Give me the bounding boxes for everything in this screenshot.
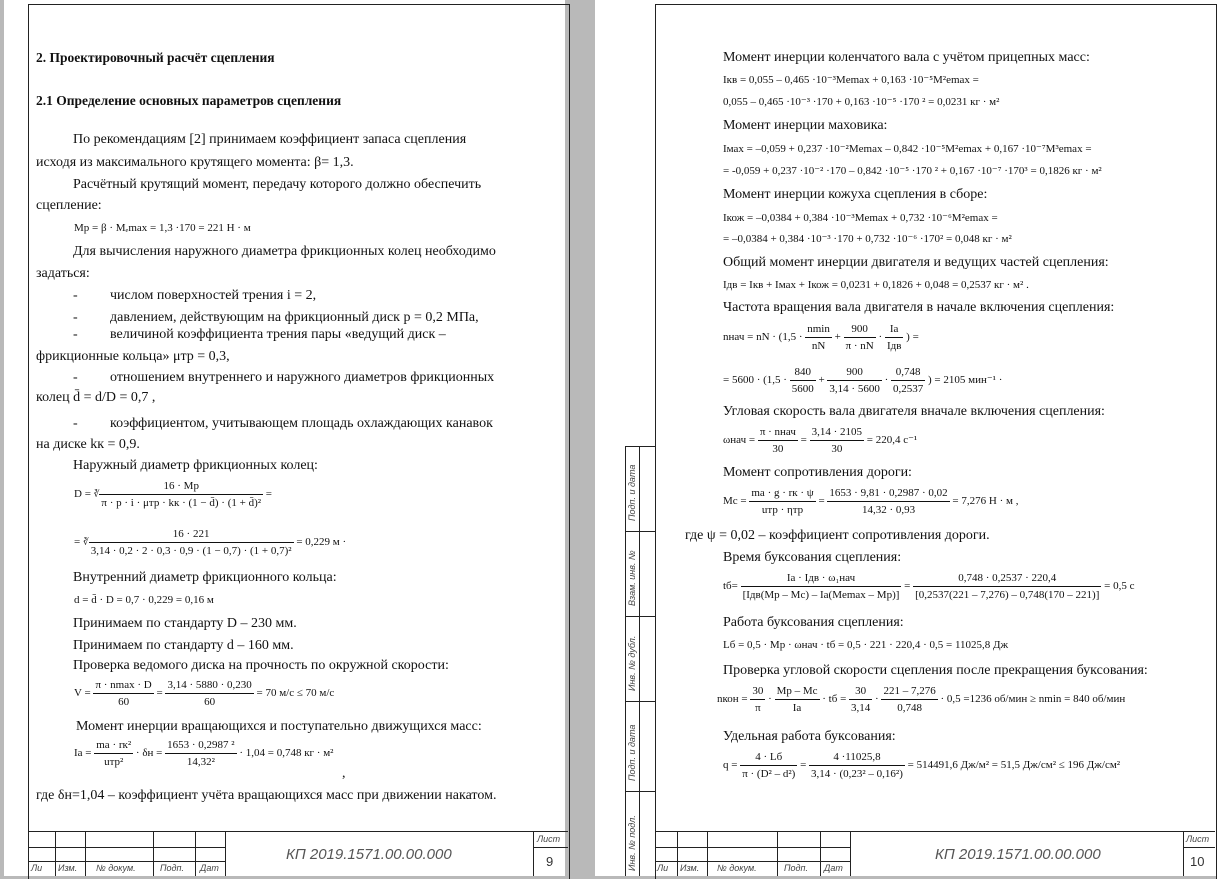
page-number: 10 [1190, 854, 1205, 869]
formula-housing-inertia: Iкож = –0,0384 + 0,384 ·10⁻³Mеmax + 0,732 ·10⁻⁶M²еmax = [723, 212, 998, 224]
formula-outer-diameter: D = ∛ 16 · Mр π · p · i · μтр · kк · (1 − d̄) · (1 + d̄)² = [74, 480, 273, 509]
formula-velocity: V = π · nmax · D 60 = $\frac{3,14 \cdot 5880 \cdot 0,230}{60}$ = 70 м/с ≤ 70 м/с [74, 679, 335, 708]
paragraph-line: Принимаем по стандарту d – 160 мм. [73, 638, 294, 653]
formula-slip-time: tб= Iа · Iдв · ω₁нач [Iдв(Mр – Mc) – Iа(Mеmax – Mр)] = $\frac{0,748 \cdot 0,2537 \cdot 220,4}{[0,2537(221 - 7,276) - 0,748(170 - 221)]}$ = 0,5 с [723, 572, 1135, 601]
subsection-heading: 2.1 Определение основных параметров сцепления [36, 93, 342, 108]
paragraph-line: Частота вращения вала двигателя в начале включения сцепления: [723, 300, 1115, 315]
strip-label: Инв. № подл. [627, 815, 637, 871]
col-label: Подп. [784, 863, 808, 873]
formula-flywheel-inertia: Iмах = –0,059 + 0,237 ·10⁻²Mеmax – 0,842 ·10⁻⁵M²еmax + 0,167 ·10⁻⁷M³еmax = [723, 143, 1092, 155]
paragraph-line: Принимаем по стандарту D – 230 мм. [73, 616, 297, 631]
formula-specific-work: q = 4 · Lб π · (D² – d²) = $\frac{4 \cdot 11025,8}{\text{3,14 · (0,23² – 0,16²)}}$ = 514491,6 Дж/м² = 51,5 Дж/см² ≤ 196 Дж/см² [723, 751, 1121, 780]
col-label: № докум. [96, 863, 136, 873]
list-dash: - [73, 327, 78, 342]
formula-angular-speed: ωнач = π · nнач 30 = $\frac{3,14 \cdot 2105}{30}$ = 220,4 с⁻¹ [723, 426, 918, 455]
page-number: 9 [546, 854, 554, 869]
sheet-label: Лист [1186, 834, 1210, 844]
formula-total-inertia: Iдв = Iкв + Iмах + Iкож = 0,0231 + 0,1826 + 0,048 = 0,2537 кг · м² . [723, 279, 1029, 291]
title-block [655, 831, 1215, 876]
paragraph-line: сцепление: [36, 198, 102, 213]
formula-end-speed: nкон = $\frac{30}{\pi}$ · Mр – Mc Iа · tб = $\frac{30}{3,14}$ · $\frac{221 - 7,276}{0,748}$ · 0,5 =1236 об/мин ≥ nmin = 840 об/мин [717, 685, 1126, 714]
formula-torque: Mр = β · Mₑmax = 1,3 ·170 = 221 Н · м [74, 222, 251, 234]
paragraph-line: Удельная работа буксования: [723, 729, 896, 744]
paragraph-line: Угловая скорость вала двигателя вначале включения сцепления: [723, 404, 1105, 419]
paragraph-line: задаться: [36, 266, 90, 281]
binding-strip [625, 446, 655, 876]
paragraph-line: Момент сопротивления дороги: [723, 465, 912, 480]
col-label: Изм. [680, 863, 700, 873]
col-label: Дат [824, 863, 843, 873]
list-item: фрикционные кольца» μтр = 0,3, [36, 349, 230, 364]
page-right [595, 0, 1217, 876]
formula-flywheel-inertia-values: = -0,059 + 0,237 ·10⁻² ·170 – 0,842 ·10⁻⁵ ·170 ² + 0,167 ·10⁻⁷ ·170³ = 0,1826 кг · м² [723, 165, 1102, 177]
col-label: Дат [200, 863, 219, 873]
formula-outer-diameter-values: = ∛ $\frac{16 \cdot 221}{\text{3,14 · 0,2 · 2 · 0,3 · 0,9 · (1 − 0,7) · (1 + 0,7)²}}$ = 0,229 м · [74, 528, 347, 557]
col-label: Изм. [58, 863, 78, 873]
formula-slip-work: Lб = 0,5 · Mр · ωнач · tб = 0,5 · 221 · 220,4 · 0,5 = 11025,8 Дж [723, 639, 1009, 651]
paragraph-line: Общий момент инерции двигателя и ведущих частей сцепления: [723, 255, 1109, 270]
list-item: отношением внутреннего и наружного диаметров фрикционных [110, 370, 495, 385]
col-label: Подп. [160, 863, 184, 873]
strip-label: Инв. № дубл. [627, 635, 637, 691]
paragraph-line: где ψ = 0,02 – коэффициент сопротивления дороги. [685, 528, 990, 543]
paragraph-line: исходя из максимального крутящего момента: β= 1,3. [36, 155, 354, 170]
paragraph-line: Проверка угловой скорости сцепления после прекращения буксования: [723, 663, 1148, 678]
paragraph-line: Внутренний диаметр фрикционного кольца: [73, 570, 337, 585]
formula-start-speed: nнач = nN · (1,5 · nmin nN + $\frac{900}{\pi \cdot nN}$ · Iа Iдв ) = [723, 323, 919, 352]
formula-inner-diameter: d = d̄ · D = 0,7 · 0,229 = 0,16 м [74, 594, 214, 606]
paragraph-line: где δн=1,04 – коэффициент учёта вращающихся масс при движении накатом. [36, 788, 497, 803]
paragraph-line: Момент инерции кожуха сцепления в сборе: [723, 187, 988, 202]
formula-crankshaft-inertia-values: 0,055 – 0,465 ·10⁻³ ·170 + 0,163 ·10⁻⁵ ·170 ² = 0,0231 кг · м² [723, 96, 1000, 108]
paragraph-line: Наружный диаметр фрикционных колец: [73, 458, 318, 473]
title-block [28, 831, 568, 876]
paragraph-line: Момент инерции вращающихся и поступательно движущихся масс: [76, 719, 482, 734]
punctuation: , [342, 766, 346, 781]
section-heading: 2. Проектировочный расчёт сцепления [36, 50, 275, 65]
list-item: на диске kк = 0,9. [36, 437, 140, 452]
document-code: КП 2019.1571.00.00.000 [935, 846, 1101, 863]
paragraph-line: По рекомендациям [2] принимаем коэффициент запаса сцепления [73, 132, 467, 147]
strip-label: Подп. и дата [627, 724, 637, 781]
paragraph-line: Момент инерции коленчатого вала с учётом прицепных масс: [723, 50, 1090, 65]
paragraph-line: Для вычисления наружного диаметра фрикционных колец необходимо [73, 244, 496, 259]
col-label: Ли [31, 863, 43, 873]
page-left [4, 0, 565, 876]
formula-start-speed-values: = 5600 · (1,5 · $\frac{840}{5600}$ + $\frac{900}{3,14 \cdot 5600}$ · $\frac{0,748}{0,2537}$ ) = 2105 мин⁻¹ · [723, 366, 1003, 395]
col-label: № докум. [717, 863, 757, 873]
document-code: КП 2019.1571.00.00.000 [286, 846, 452, 863]
paragraph-line: Проверка ведомого диска на прочность по окружной скорости: [73, 658, 449, 673]
list-item: коэффициентом, учитывающем площадь охлаждающих канавок [110, 416, 493, 431]
paragraph-line: Момент инерции маховика: [723, 118, 888, 133]
list-item: колец d̄ = d/D = 0,7 , [36, 390, 156, 405]
formula-inertia: Iа = mа · rк² uтр² · δн = $\frac{\text{1653 · 0,2987 ²}}{\text{14,32²}}$ · 1,04 = 0,748 кг · м² [74, 739, 334, 768]
strip-label: Взам. инв. № [627, 550, 637, 606]
list-item: числом поверхностей трения i = 2, [110, 288, 317, 303]
formula-crankshaft-inertia: Iкв = 0,055 – 0,465 ·10⁻³Mеmax + 0,163 ·10⁻⁵M²еmax = [723, 74, 979, 86]
strip-label: Подп. и дата [627, 464, 637, 521]
list-dash: - [73, 288, 78, 303]
list-dash: - [73, 310, 78, 325]
list-item: давлением, действующим на фрикционный диск p = 0,2 МПа, [110, 310, 479, 325]
paragraph-line: Время буксования сцепления: [723, 550, 902, 565]
list-dash: - [73, 416, 78, 431]
list-dash: - [73, 370, 78, 385]
formula-housing-inertia-values: = –0,0384 + 0,384 ·10⁻³ ·170 + 0,732 ·10⁻⁶ ·170² = 0,048 кг · м² [723, 233, 1012, 245]
list-item: величиной коэффициента трения пары «ведущий диск – [110, 327, 446, 342]
paragraph-line: Расчётный крутящий момент, передачу которого должно обеспечить [73, 177, 482, 192]
col-label: Ли [657, 863, 669, 873]
formula-road-resistance: Mc = mа · g · rк · ψ uтр · ηтр = $\frac{1653 \cdot 9,81 \cdot 0,2987 \cdot 0,02}{14,32 \cdot 0,93}$ = 7,276 Н · м , [723, 487, 1019, 516]
paragraph-line: Работа буксования сцепления: [723, 615, 904, 630]
sheet-label: Лист [537, 834, 561, 844]
